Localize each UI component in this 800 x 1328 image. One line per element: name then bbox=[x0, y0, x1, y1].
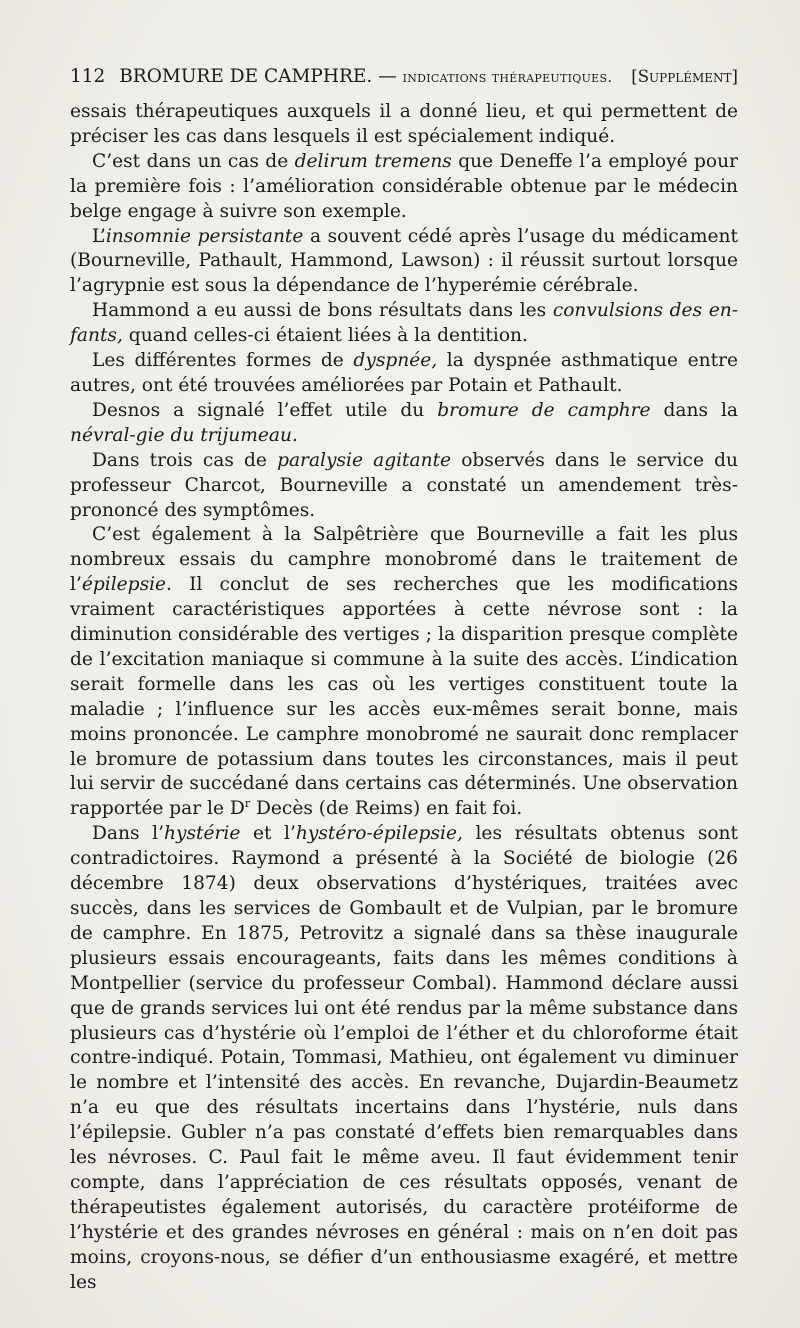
text-run: Dans trois cas de bbox=[92, 449, 278, 471]
paragraph-p8 bbox=[70, 822, 738, 1295]
italic-term: convulsions des en-fants, bbox=[70, 300, 738, 347]
italic-term: paralysie agitante bbox=[277, 449, 452, 471]
text-run: quand celles-ci étaient liées à la dentition. bbox=[122, 325, 528, 347]
text-run: Les différentes formes de bbox=[92, 350, 354, 372]
text-run: la dyspnée asthmatique entre autres, ont été trouvées améliorées par Potain et Pathault. bbox=[70, 350, 738, 396]
text-run: Decès (de Reims) en fait foi. bbox=[250, 798, 523, 820]
text-run: les résultats obtenus sont contradictoires. Raymond a présenté à la Société de biologie (26 décembre 1874) deux observations d’hystériques, traitées avec succès, dans les services de Gombault et de Vulpian, par le bromure de camphre. En 1875, Petrovitz a signalé dans sa thèse inaugurale plusieurs essais encourageants, faits dans les mêmes conditions à Montpellier (service du professeur Combal). Hammond déclare aussi que de grands services lui ont été rendus par la même substance dans plusieurs cas d’hystérie où l’emploi de l’éther et du chloroforme était contre-indiqué. Potain, Tommasi, Mathieu, ont également vu diminuer le nombre et l’intensité des accès. En revanche, Dujardin-Beaumetz n’a eu que des résultats incertains dans l’hystérie, nuls dans l’épilepsie. Gubler n’a pas constaté d’effets bien remarquables dans les névroses. C. Paul fait le même aveu. Il faut évidemment tenir compte, dans l’appréciation de ces résultats opposés, venant de thérapeutistes également autorisés, du caractère protéiforme de l’hystérie et des grandes névroses en général : mais on n’en doit pas moins, croyons-nous, se défier d’un enthousiasme exagéré, et mettre les bbox=[70, 823, 738, 1293]
header-section: [Supplément] bbox=[631, 67, 738, 86]
text-run: a souvent cédé après l’usage du médicament (Bourneville, Pathault, Hammond, Lawson) : il réussit surtout lorsque l’agrypnie est sous la dépendance de l’hyperémie cérébrale. bbox=[70, 225, 738, 297]
paragraph-p0 bbox=[70, 100, 738, 150]
text-run: L’ bbox=[92, 225, 106, 247]
paragraph-p2 bbox=[70, 225, 738, 300]
page-number: 112 bbox=[70, 66, 106, 87]
text-run: Hammond a eu aussi de bons résultats dans les bbox=[92, 300, 553, 322]
body-text bbox=[70, 100, 738, 1296]
italic-term: delirum tremens bbox=[294, 150, 452, 172]
paragraph-p1 bbox=[70, 150, 738, 225]
italic-term: insomnie persistante bbox=[105, 225, 304, 247]
italic-term: dyspnée, bbox=[353, 350, 438, 372]
text-run: que Deneffe l’a employé pour la première fois : l’amélioration considérable obtenue par le médecin belge engage à suivre son exemple. bbox=[70, 150, 738, 222]
superscript: r bbox=[244, 797, 251, 811]
text-run: observés dans le service du professeur Charcot, Bourneville a constaté un amendement très-prononcé des symptômes. bbox=[70, 449, 738, 521]
italic-term: névral-gie du trijumeau. bbox=[70, 424, 298, 446]
header-title: BROMURE DE CAMPHRE. — bbox=[119, 66, 397, 87]
paragraph-p7 bbox=[70, 523, 738, 822]
text-run: dans la bbox=[650, 399, 738, 421]
italic-term: hystérie bbox=[163, 823, 241, 845]
text-run: Dans l’ bbox=[92, 823, 164, 845]
text-run: C’est dans un cas de bbox=[92, 150, 295, 172]
paragraph-p4 bbox=[70, 349, 738, 399]
italic-term: épilepsie. bbox=[81, 574, 172, 596]
text-run: Il conclut de ses recherches que les modifications vraiment caractéristiques apportées à cette névrose sont : la diminution considérable des vertiges ; la disparition presque complète de l’excitation maniaque si commune à la suite des accès. L’indication serait formelle dans les cas où les vertiges constituent toute la maladie ; l’influence sur les accès eux-mêmes serait bonne, mais moins prononcée. Le camphre monobromé ne saurait donc remplacer le bromure de potassium dans toutes les circonstances, mais il peut lui servir de succédané dans certains cas déterminés. Une observation rapportée par le D bbox=[70, 574, 738, 820]
paragraph-p3 bbox=[70, 299, 738, 349]
header-subtitle: indications thérapeutiques. bbox=[402, 68, 613, 86]
italic-term: bromure de camphre bbox=[437, 399, 651, 421]
italic-term: hystéro-épilepsie, bbox=[295, 823, 463, 845]
running-header bbox=[70, 62, 738, 92]
text-run: C’est également à la Salpêtrière que Bourneville a fait les plus nombreux essais du camphre monobromé dans le traitement de l’ bbox=[70, 524, 738, 596]
text-run: essais thérapeutiques auxquels il a donné lieu, et qui permettent de préciser les cas dans lesquels il est spécialement indiqué. bbox=[70, 101, 738, 147]
paragraph-p5 bbox=[70, 399, 738, 449]
text-run: Desnos a signalé l’effet utile du bbox=[92, 399, 438, 421]
text-run: et l’ bbox=[240, 823, 296, 845]
paragraph-p6 bbox=[70, 449, 738, 524]
